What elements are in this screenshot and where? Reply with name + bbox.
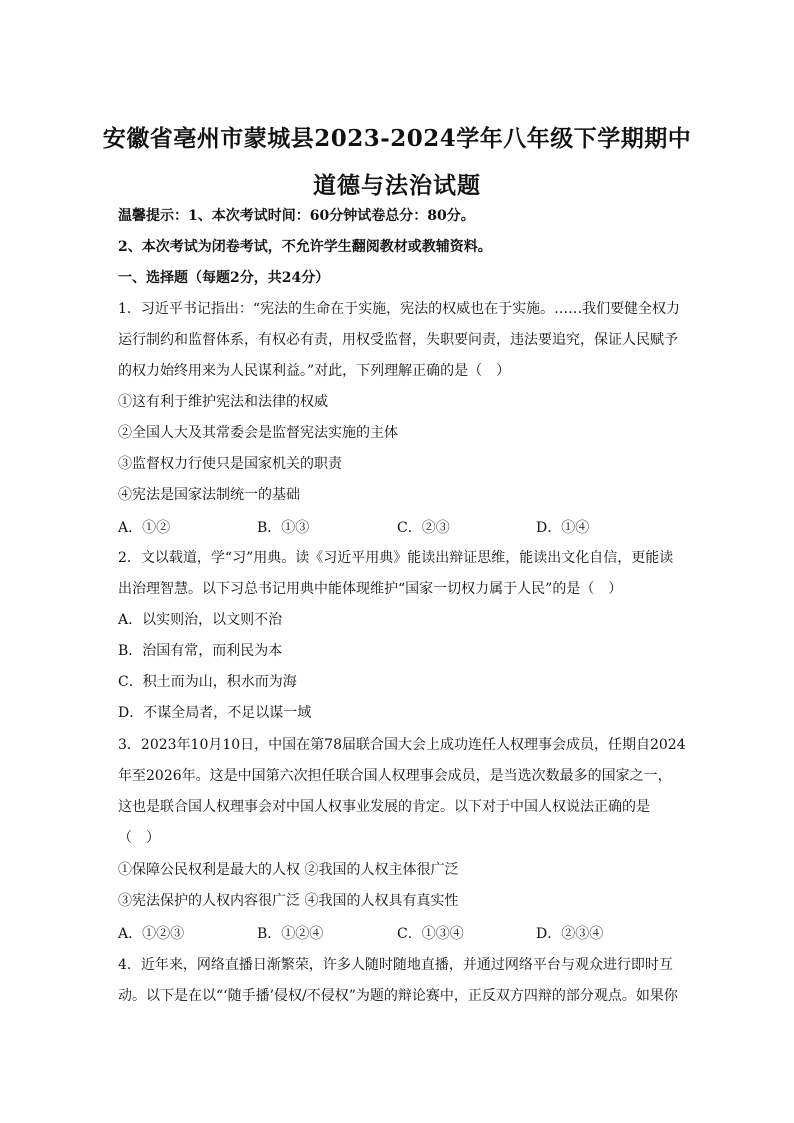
- q2-option-a: A．以实则治，以文则不治: [118, 612, 283, 628]
- q3-line-3: 这也是联合国人权理事会对中国人权事业发展的肯定。以下对于中国人权说法正确的是: [118, 799, 650, 815]
- q2-option-c: C．积土而为山，积水而为海: [118, 674, 297, 690]
- exam-title-line1: 安徽省亳州市蒙城县2023-2024学年八年级下学期期中: [102, 125, 692, 152]
- q3-option-d: D．②③④: [536, 926, 604, 942]
- q1-line-1: 1．习近平书记指出：“宪法的生命在于实施，宪法的权威也在于实施。……我们要健全权力: [118, 301, 681, 317]
- q3-option-c: C．①③④: [397, 926, 464, 942]
- q1-line-3: 的权力始终用来为人民谋利益。”对此，下列理解正确的是（ ）: [118, 363, 511, 379]
- q3-statement-2: ③宪法保护的人权内容很广泛 ④我国的人权具有真实性: [118, 893, 459, 909]
- q1-statement-2: ②全国人大及其常委会是监督宪法实施的主体: [118, 425, 398, 441]
- exam-title-line2: 道德与法治试题: [313, 172, 481, 199]
- notice-line-1: 温馨提示：1、本次考试时间：60分钟试卷总分：80分。: [118, 208, 475, 224]
- q1-line-2: 运行制约和监督体系，有权必有责，用权受监督，失职要问责，违法要追究，保证人民赋予: [118, 332, 678, 348]
- q2-option-b: B．治国有常，而利民为本: [118, 643, 283, 659]
- q3-option-b: B．①②④: [257, 926, 324, 942]
- q3-statement-1: ①保障公民权利是最大的人权 ②我国的人权主体很广泛: [118, 862, 459, 878]
- q3-line-4: （ ）: [118, 830, 160, 846]
- q1-option-b: B．①③: [257, 520, 310, 536]
- q3-line-1: 3．2023年10月10日，中国在第78届联合国大会上成功连任人权理事会成员，任期自2024: [118, 737, 686, 753]
- q3-line-2: 年至2026年。这是中国第六次担任联合国人权理事会成员，是当选次数最多的国家之一，: [118, 768, 672, 784]
- q2-line-2: 出治理智慧。以下习总书记用典中能体现维护“国家一切权力属于人民”的是（ ）: [118, 581, 623, 597]
- q2-option-d: D．不谋全局者，不足以谋一域: [118, 705, 312, 721]
- q1-option-a: A．①②: [118, 520, 171, 536]
- q1-option-c: C．②③: [397, 520, 450, 536]
- q1-option-d: D．①④: [536, 520, 590, 536]
- q1-statement-3: ③监督权力行使只是国家机关的职责: [118, 456, 342, 472]
- q2-line-1: 2．文以载道，学“习”用典。读《习近平用典》能读出辩证思维，能读出文化自信，更能读: [118, 550, 674, 566]
- q3-option-a: A．①②③: [118, 926, 185, 942]
- notice-line-2: 2、本次考试为闭卷考试，不允许学生翻阅教材或教辅资料。: [118, 239, 492, 255]
- q1-statement-1: ①这有利于维护宪法和法律的权威: [118, 394, 328, 410]
- q4-line-2: 动。以下是在以“‘随手播’侵权/不侵权”为题的辩论赛中，正反双方四辩的部分观点。如果你: [118, 988, 678, 1004]
- q4-line-1: 4．近年来，网络直播日渐繁荣，许多人随时随地直播，并通过网络平台与观众进行即时互: [118, 957, 673, 973]
- q1-statement-4: ④宪法是国家法制统一的基础: [118, 487, 300, 503]
- section-heading: 一、选择题（每题2分，共24分）: [118, 270, 330, 286]
